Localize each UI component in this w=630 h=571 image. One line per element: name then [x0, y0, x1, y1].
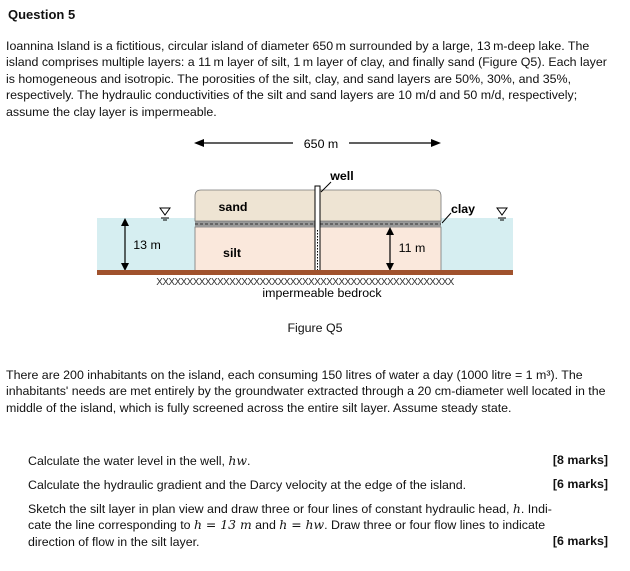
bedrock [97, 270, 513, 275]
bedrock-label: impermeable bedrock [262, 286, 382, 300]
silt-label: silt [223, 246, 241, 260]
lake-right [441, 218, 513, 271]
sand-label: sand [218, 200, 248, 214]
figure-caption: Figure Q5 [287, 321, 343, 335]
clay-label: clay [450, 202, 476, 216]
width-label: 650 m [303, 137, 339, 151]
well-label: well [330, 169, 354, 183]
arrowhead-right-icon [431, 139, 441, 147]
water-table-left-icon [160, 208, 170, 220]
silt-depth-label: 11 m [398, 241, 426, 255]
task-2: Calculate the hydraulic gradient and the Darcy velocity at the edge of the island. [28, 478, 467, 492]
question-title: Question 5 [8, 7, 76, 22]
water-table-right-icon [497, 208, 507, 220]
task-1: Calculate the water level in the well, hw. [28, 453, 251, 468]
task-2-marks: [6 marks] [552, 477, 608, 491]
task-3: Sketch the silt layer in plan view and draw three or four lines of constant hydraulic head, h. Indi- cate the line corresponding to h = 13 m and h = hw. Draw three or four flow lines to indicate direction of flow in the silt layer. [28, 501, 552, 549]
body-paragraph: There are 200 inhabitants on the island, each consuming 150 litres of water a day (1000 litre = 1 m³). The inhabitants' needs are met entirely by the groundwater extracted through a 20 cm-diameter well located in the middle of the island, which is fully screened across the entire silt layer. Assume steady state. [6, 368, 606, 415]
task-3-marks: [6 marks] [552, 534, 608, 548]
bedrock-hatching: XXXXXXXXXXXXXXXXXXXXXXXXXXXXXXXXXXXXXXXXXXXXXXXXX [156, 277, 454, 288]
intro-paragraph: Ioannina Island is a fictitious, circular island of diameter 650 m surrounded by a large, 13 m-deep lake. The island comprises multiple layers: a 11 m layer of silt, 1 m layer of clay, and finally sand (Figure Q5). Each layer is homogeneous and isotropic. The porosities of the silt, clay, and sand layers are 50%, 30%, and 35%, respectively. The hydraulic conductivities of the silt and sand layers are 10 m/d and 50 m/d, respectively; assume the clay layer is impermeable. [6, 39, 607, 119]
task-1-marks: [8 marks] [552, 453, 608, 467]
arrowhead-left-icon [194, 139, 204, 147]
depth-label: 13 m [133, 238, 161, 252]
